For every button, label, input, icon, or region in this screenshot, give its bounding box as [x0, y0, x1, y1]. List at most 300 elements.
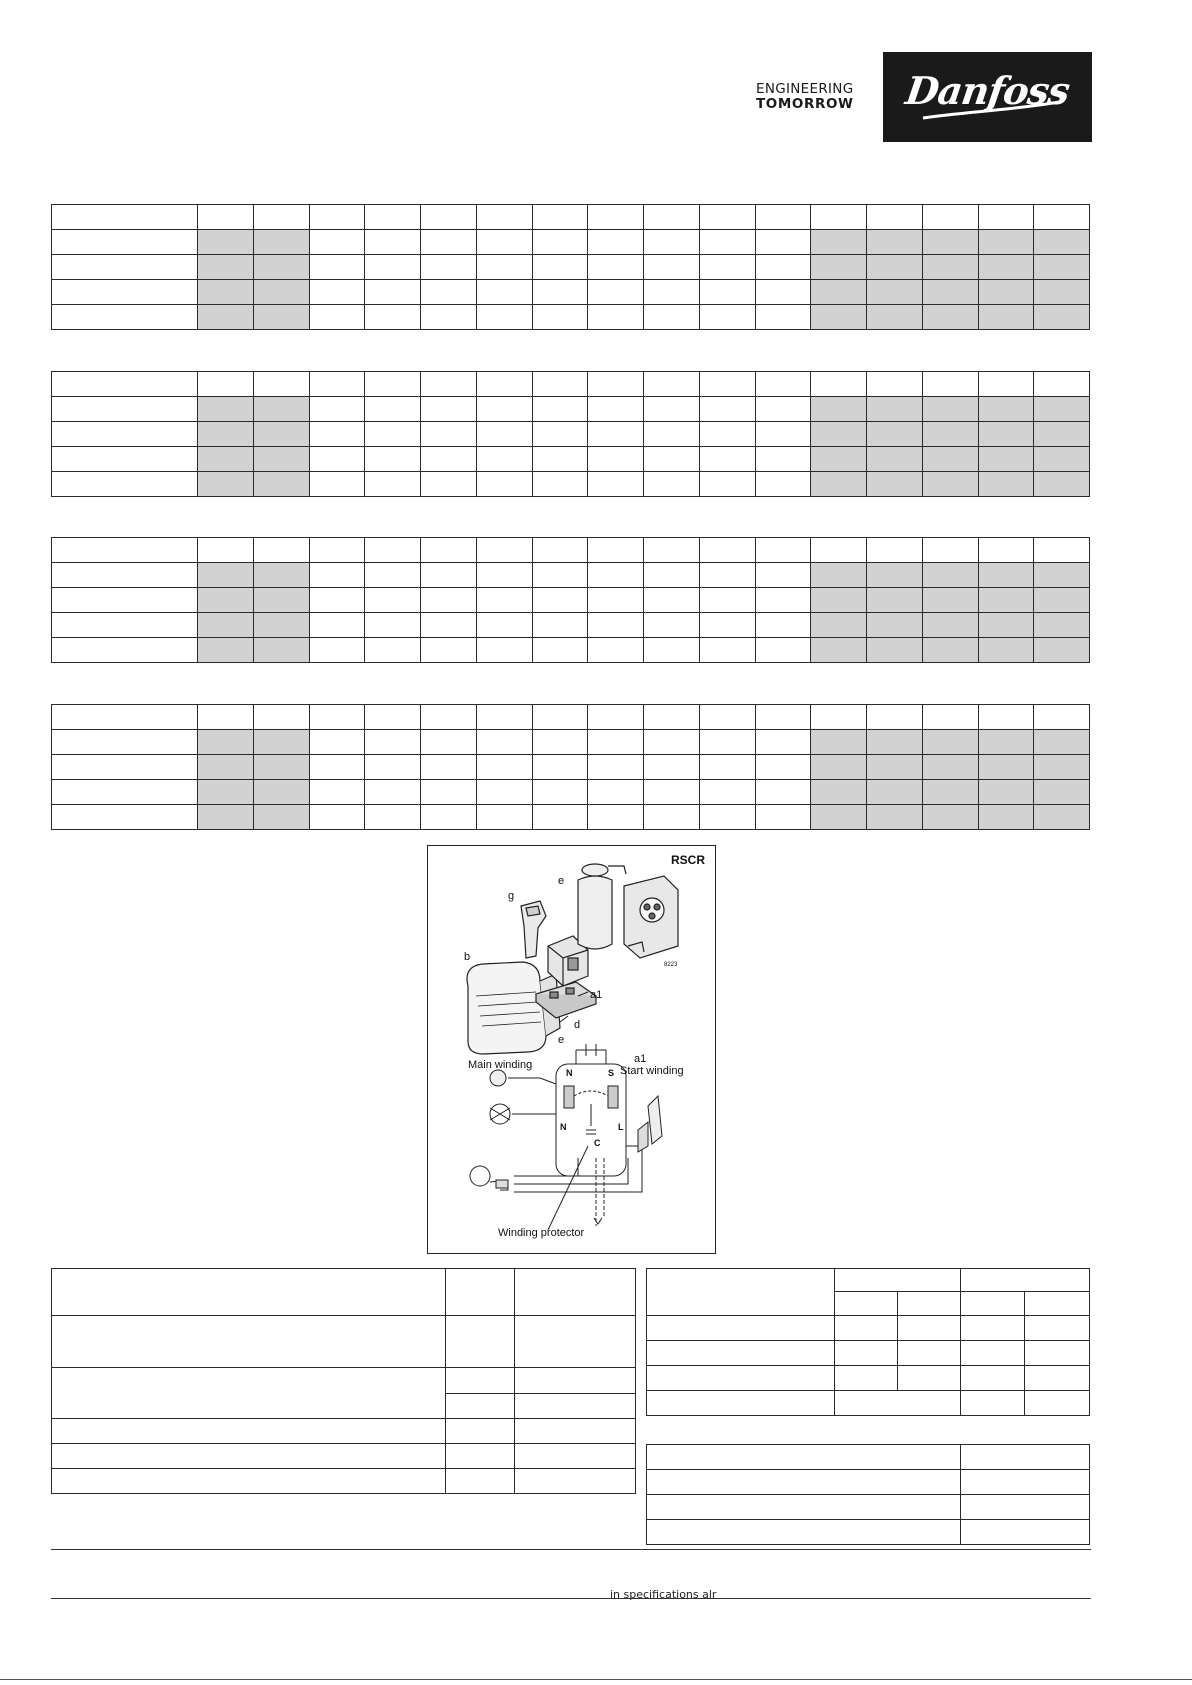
grid-cell — [198, 205, 254, 230]
grid-cell — [644, 472, 700, 497]
grid-cell — [922, 230, 978, 255]
grid-row — [52, 447, 1090, 472]
grid-cell — [198, 397, 254, 422]
grid-cell — [699, 588, 755, 613]
grid-cell — [532, 230, 588, 255]
grid-cell — [699, 563, 755, 588]
grid-cell — [365, 563, 421, 588]
grid-cell — [421, 255, 477, 280]
grid-cell — [867, 588, 923, 613]
grid-cell — [699, 230, 755, 255]
grid-cell — [365, 805, 421, 830]
grid-cell — [755, 305, 811, 330]
grid-cell — [755, 805, 811, 830]
grid-cell — [644, 305, 700, 330]
label-e-schematic: e — [558, 1034, 565, 1046]
lower-right-small-table — [646, 1444, 1090, 1545]
grid-cell — [421, 538, 477, 563]
terminal-l-bottom: L — [618, 1122, 624, 1132]
grid-cell — [588, 705, 644, 730]
grid-cell — [253, 805, 309, 830]
label-start-winding: Start winding — [620, 1065, 684, 1077]
grid-cell — [978, 205, 1034, 230]
grid-cell — [811, 588, 867, 613]
grid-cell — [309, 780, 365, 805]
grid-cell — [644, 205, 700, 230]
grid-row-label-cell — [52, 280, 198, 305]
grid-cell — [198, 588, 254, 613]
grid-cell — [922, 805, 978, 830]
footer-bottom-rule — [51, 1598, 1091, 1599]
grid-cell — [253, 705, 309, 730]
grid-cell — [1034, 588, 1090, 613]
grid-cell — [867, 280, 923, 305]
grid-cell — [309, 372, 365, 397]
grid-cell — [588, 538, 644, 563]
grid-cell — [811, 372, 867, 397]
grid-cell — [755, 280, 811, 305]
spec-grid-4 — [51, 704, 1090, 830]
grid-cell — [532, 447, 588, 472]
grid-cell — [644, 397, 700, 422]
grid-cell — [198, 563, 254, 588]
grid-cell — [922, 613, 978, 638]
grid-cell — [1034, 305, 1090, 330]
grid-cell — [532, 563, 588, 588]
grid-cell — [309, 638, 365, 663]
capacitor-e-drawing — [578, 864, 626, 949]
grid-cell — [198, 372, 254, 397]
grid-cell — [198, 230, 254, 255]
grid-cell — [421, 472, 477, 497]
grid-cell — [644, 372, 700, 397]
grid-row — [52, 472, 1090, 497]
grid-cell — [532, 372, 588, 397]
grid-cell — [198, 538, 254, 563]
grid-cell — [755, 613, 811, 638]
grid-cell — [253, 447, 309, 472]
grid-row-label-cell — [52, 255, 198, 280]
grid-cell — [365, 472, 421, 497]
grid-cell — [421, 780, 477, 805]
grid-cell — [588, 372, 644, 397]
grid-row-label-cell — [52, 563, 198, 588]
grid-cell — [365, 255, 421, 280]
grid-cell — [699, 472, 755, 497]
spec-grid-1 — [51, 204, 1090, 330]
grid-cell — [588, 638, 644, 663]
grid-cell — [978, 280, 1034, 305]
grid-cell — [588, 730, 644, 755]
drawing-number: 8223 — [664, 962, 678, 968]
grid-cell — [532, 730, 588, 755]
grid-cell — [922, 397, 978, 422]
grid-cell — [421, 305, 477, 330]
grid-cell — [253, 613, 309, 638]
grid-cell — [1034, 563, 1090, 588]
grid-cell — [476, 472, 532, 497]
grid-cell — [198, 780, 254, 805]
grid-cell — [421, 755, 477, 780]
grid-cell — [699, 805, 755, 830]
grid-cell — [867, 538, 923, 563]
grid-cell — [978, 255, 1034, 280]
grid-cell — [309, 705, 365, 730]
grid-cell — [1034, 805, 1090, 830]
grid-cell — [699, 538, 755, 563]
grid-cell — [365, 305, 421, 330]
grid-cell — [978, 230, 1034, 255]
diagram-title: RSCR — [671, 853, 706, 867]
grid-row-label-cell — [52, 472, 198, 497]
tagline-line-1: ENGINEERING — [756, 81, 854, 97]
grid-cell — [421, 563, 477, 588]
grid-cell — [867, 638, 923, 663]
grid-cell — [922, 422, 978, 447]
grid-cell — [253, 255, 309, 280]
grid-cell — [1034, 205, 1090, 230]
grid-cell — [253, 372, 309, 397]
grid-cell — [476, 422, 532, 447]
grid-row-label-cell — [52, 705, 198, 730]
grid-cell — [811, 447, 867, 472]
grid-cell — [421, 422, 477, 447]
grid-cell — [476, 755, 532, 780]
grid-cell — [588, 422, 644, 447]
grid-cell — [365, 588, 421, 613]
grid-cell — [811, 472, 867, 497]
grid-cell — [1034, 472, 1090, 497]
grid-cell — [867, 805, 923, 830]
grid-cell — [198, 422, 254, 447]
grid-cell — [811, 305, 867, 330]
grid-cell — [978, 447, 1034, 472]
grid-cell — [532, 305, 588, 330]
grid-cell — [421, 730, 477, 755]
grid-cell — [532, 538, 588, 563]
grid-row — [52, 805, 1090, 830]
grid-cell — [978, 780, 1034, 805]
grid-row — [52, 305, 1090, 330]
grid-cell — [644, 638, 700, 663]
grid-row-label-cell — [52, 230, 198, 255]
grid-cell — [811, 613, 867, 638]
grid-cell — [421, 397, 477, 422]
lower-left-spec-table — [51, 1268, 636, 1494]
grid-cell — [309, 422, 365, 447]
label-e-top: e — [558, 875, 565, 887]
grid-cell — [922, 538, 978, 563]
grid-cell — [365, 730, 421, 755]
grid-cell — [755, 447, 811, 472]
grid-cell — [532, 588, 588, 613]
grid-cell — [309, 538, 365, 563]
grid-cell — [811, 255, 867, 280]
grid-cell — [699, 730, 755, 755]
grid-row-label-cell — [52, 730, 198, 755]
grid-cell — [421, 613, 477, 638]
grid-cell — [644, 613, 700, 638]
grid-cell — [476, 563, 532, 588]
label-main-winding: Main winding — [468, 1059, 533, 1071]
footer-top-rule — [51, 1549, 1091, 1550]
grid-cell — [588, 255, 644, 280]
grid-cell — [365, 447, 421, 472]
footer-text: in specifications alr — [610, 1588, 717, 1601]
grid-cell — [811, 422, 867, 447]
grid-cell — [699, 613, 755, 638]
grid-row — [52, 730, 1090, 755]
grid-cell — [755, 538, 811, 563]
grid-cell — [811, 780, 867, 805]
grid-cell — [978, 538, 1034, 563]
grid-cell — [644, 255, 700, 280]
grid-cell — [699, 255, 755, 280]
grid-cell — [867, 613, 923, 638]
terminal-n-bottom: N — [560, 1122, 567, 1132]
grid-cell — [1034, 705, 1090, 730]
grid-cell — [309, 730, 365, 755]
grid-cell — [644, 230, 700, 255]
grid-cell — [699, 638, 755, 663]
grid-cell — [588, 447, 644, 472]
grid-cell — [811, 638, 867, 663]
grid-cell — [922, 755, 978, 780]
grid-cell — [198, 447, 254, 472]
rscr-wiring-diagram — [427, 845, 716, 1254]
grid-cell — [978, 472, 1034, 497]
grid-cell — [421, 447, 477, 472]
grid-cell — [365, 538, 421, 563]
grid-cell — [922, 638, 978, 663]
grid-cell — [588, 230, 644, 255]
grid-cell — [755, 563, 811, 588]
grid-cell — [198, 613, 254, 638]
clip-g-drawing — [521, 901, 546, 958]
grid-cell — [1034, 372, 1090, 397]
grid-cell — [253, 588, 309, 613]
grid-cell — [867, 563, 923, 588]
grid-cell — [253, 538, 309, 563]
grid-cell — [1034, 638, 1090, 663]
brand-wordmark: Danfoss — [902, 68, 1073, 113]
grid-cell — [253, 205, 309, 230]
grid-row — [52, 280, 1090, 305]
grid-row — [52, 705, 1090, 730]
grid-cell — [588, 397, 644, 422]
grid-cell — [922, 372, 978, 397]
grid-cell — [532, 638, 588, 663]
grid-cell — [198, 280, 254, 305]
grid-cell — [365, 638, 421, 663]
grid-cell — [476, 638, 532, 663]
grid-cell — [1034, 447, 1090, 472]
grid-cell — [421, 372, 477, 397]
grid-cell — [309, 255, 365, 280]
grid-cell — [1034, 613, 1090, 638]
grid-cell — [699, 705, 755, 730]
grid-cell — [978, 755, 1034, 780]
grid-cell — [811, 397, 867, 422]
grid-cell — [365, 705, 421, 730]
grid-row-label-cell — [52, 613, 198, 638]
terminal-c: C — [594, 1138, 601, 1148]
grid-cell — [253, 422, 309, 447]
grid-cell — [755, 638, 811, 663]
grid-cell — [1034, 255, 1090, 280]
grid-cell — [1034, 230, 1090, 255]
grid-cell — [699, 780, 755, 805]
compressor-terminal-drawing — [624, 876, 678, 958]
grid-row — [52, 422, 1090, 447]
grid-row-label-cell — [52, 538, 198, 563]
grid-cell — [978, 613, 1034, 638]
grid-cell — [1034, 730, 1090, 755]
grid-cell — [644, 538, 700, 563]
grid-cell — [476, 730, 532, 755]
grid-cell — [309, 230, 365, 255]
grid-cell — [755, 397, 811, 422]
grid-cell — [198, 805, 254, 830]
grid-row-label-cell — [52, 422, 198, 447]
grid-cell — [365, 780, 421, 805]
terminal-n-top: N — [566, 1068, 573, 1078]
grid-row-label-cell — [52, 372, 198, 397]
grid-cell — [588, 613, 644, 638]
grid-cell — [309, 305, 365, 330]
grid-row-label-cell — [52, 305, 198, 330]
grid-cell — [198, 705, 254, 730]
grid-cell — [421, 588, 477, 613]
grid-cell — [476, 588, 532, 613]
grid-cell — [532, 255, 588, 280]
grid-cell — [476, 780, 532, 805]
grid-cell — [644, 588, 700, 613]
danfoss-logo — [883, 52, 1092, 142]
grid-cell — [309, 205, 365, 230]
grid-cell — [198, 255, 254, 280]
grid-cell — [867, 780, 923, 805]
grid-cell — [588, 805, 644, 830]
grid-cell — [699, 447, 755, 472]
grid-cell — [644, 755, 700, 780]
grid-cell — [309, 805, 365, 830]
grid-cell — [365, 230, 421, 255]
grid-cell — [811, 755, 867, 780]
grid-cell — [309, 755, 365, 780]
grid-row — [52, 372, 1090, 397]
grid-cell — [309, 588, 365, 613]
grid-cell — [978, 305, 1034, 330]
grid-cell — [421, 205, 477, 230]
grid-cell — [755, 372, 811, 397]
grid-cell — [922, 472, 978, 497]
grid-cell — [867, 255, 923, 280]
grid-cell — [867, 422, 923, 447]
spec-grid-3 — [51, 537, 1090, 663]
grid-cell — [476, 280, 532, 305]
grid-cell — [811, 730, 867, 755]
grid-cell — [699, 755, 755, 780]
grid-row — [52, 755, 1090, 780]
grid-cell — [198, 638, 254, 663]
grid-cell — [867, 372, 923, 397]
grid-cell — [421, 280, 477, 305]
grid-cell — [476, 538, 532, 563]
grid-cell — [588, 305, 644, 330]
grid-cell — [253, 780, 309, 805]
grid-cell — [922, 780, 978, 805]
brand-tagline — [756, 82, 854, 112]
grid-cell — [811, 805, 867, 830]
grid-cell — [421, 705, 477, 730]
grid-cell — [1034, 538, 1090, 563]
grid-cell — [755, 230, 811, 255]
grid-cell — [476, 255, 532, 280]
grid-cell — [532, 397, 588, 422]
grid-row-label-cell — [52, 805, 198, 830]
grid-cell — [198, 472, 254, 497]
grid-cell — [532, 613, 588, 638]
grid-cell — [365, 613, 421, 638]
grid-cell — [699, 372, 755, 397]
grid-cell — [476, 705, 532, 730]
grid-cell — [309, 447, 365, 472]
label-winding-protector: Winding protector — [498, 1227, 585, 1239]
grid-cell — [1034, 280, 1090, 305]
grid-cell — [1034, 397, 1090, 422]
grid-row — [52, 205, 1090, 230]
grid-cell — [365, 397, 421, 422]
grid-cell — [867, 230, 923, 255]
grid-row-label-cell — [52, 755, 198, 780]
grid-cell — [644, 447, 700, 472]
grid-cell — [588, 205, 644, 230]
grid-cell — [867, 705, 923, 730]
grid-cell — [588, 472, 644, 497]
grid-cell — [867, 730, 923, 755]
grid-cell — [421, 638, 477, 663]
grid-cell — [922, 255, 978, 280]
label-b: b — [464, 951, 471, 963]
grid-cell — [253, 397, 309, 422]
grid-cell — [755, 422, 811, 447]
grid-cell — [978, 563, 1034, 588]
grid-cell — [253, 280, 309, 305]
grid-cell — [309, 397, 365, 422]
grid-cell — [811, 205, 867, 230]
grid-cell — [588, 280, 644, 305]
grid-cell — [1034, 422, 1090, 447]
grid-cell — [811, 280, 867, 305]
grid-cell — [978, 805, 1034, 830]
grid-row — [52, 780, 1090, 805]
grid-row-label-cell — [52, 447, 198, 472]
grid-cell — [253, 305, 309, 330]
grid-cell — [253, 638, 309, 663]
grid-cell — [699, 280, 755, 305]
grid-cell — [476, 397, 532, 422]
grid-cell — [1034, 780, 1090, 805]
grid-cell — [867, 305, 923, 330]
grid-cell — [532, 780, 588, 805]
grid-cell — [476, 305, 532, 330]
grid-cell — [365, 205, 421, 230]
grid-cell — [978, 372, 1034, 397]
label-a1-schematic: a1 — [634, 1053, 647, 1065]
grid-cell — [253, 730, 309, 755]
grid-cell — [922, 588, 978, 613]
